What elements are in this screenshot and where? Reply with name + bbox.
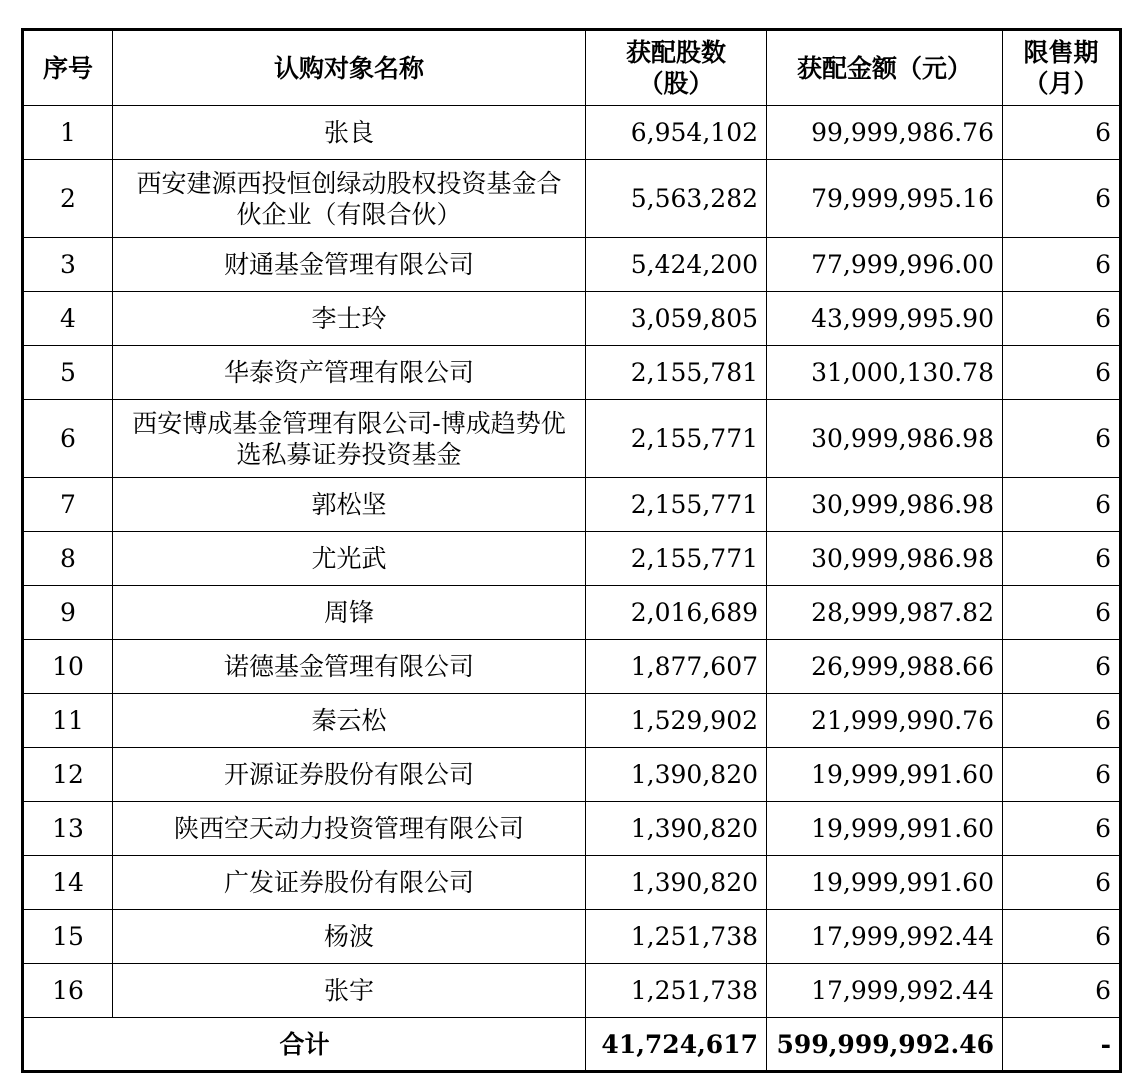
row-allocated-shares: 3,059,805: [586, 292, 767, 346]
row-allocated-amount: 26,999,988.66: [767, 640, 1003, 694]
row-subscriber-name: 李士玲: [113, 292, 586, 346]
row-lockup-period: 6: [1003, 478, 1121, 532]
row-subscriber-name: 杨波: [113, 910, 586, 964]
row-index: 9: [23, 586, 113, 640]
row-index: 10: [23, 640, 113, 694]
row-allocated-shares: 5,563,282: [586, 160, 767, 238]
row-allocated-amount: 77,999,996.00: [767, 238, 1003, 292]
row-allocated-amount: 30,999,986.98: [767, 532, 1003, 586]
table-row: [23, 802, 1121, 856]
table-row: [23, 694, 1121, 748]
row-index: 14: [23, 856, 113, 910]
row-lockup-period: 6: [1003, 910, 1121, 964]
row-allocated-amount: 19,999,991.60: [767, 748, 1003, 802]
table-row: [23, 238, 1121, 292]
row-index: 11: [23, 694, 113, 748]
row-index: 7: [23, 478, 113, 532]
header-row: [23, 30, 1121, 106]
row-subscriber-name: 周锋: [113, 586, 586, 640]
row-allocated-amount: 43,999,995.90: [767, 292, 1003, 346]
row-allocated-shares: 2,155,771: [586, 532, 767, 586]
row-subscriber-name: 郭松坚: [113, 478, 586, 532]
header-subscriber-name: 认购对象名称: [113, 30, 586, 106]
row-subscriber-name: 广发证券股份有限公司: [113, 856, 586, 910]
row-lockup-period: 6: [1003, 160, 1121, 238]
row-index: 4: [23, 292, 113, 346]
total-lockup: -: [1003, 1018, 1121, 1072]
row-subscriber-name: 开源证券股份有限公司: [113, 748, 586, 802]
row-subscriber-name: 诺德基金管理有限公司: [113, 640, 586, 694]
row-lockup-period: 6: [1003, 964, 1121, 1018]
table-row: [23, 346, 1121, 400]
total-shares: 41,724,617: [586, 1018, 767, 1072]
row-allocated-shares: 1,529,902: [586, 694, 767, 748]
header-allocated-shares: 获配股数（股）: [586, 30, 767, 106]
row-subscriber-name: 尤光武: [113, 532, 586, 586]
row-index: 3: [23, 238, 113, 292]
row-index: 15: [23, 910, 113, 964]
row-lockup-period: 6: [1003, 292, 1121, 346]
row-allocated-amount: 17,999,992.44: [767, 964, 1003, 1018]
row-subscriber-name: 陕西空天动力投资管理有限公司: [113, 802, 586, 856]
row-index: 1: [23, 106, 113, 160]
row-allocated-shares: 1,390,820: [586, 856, 767, 910]
row-index: 8: [23, 532, 113, 586]
table-row: [23, 292, 1121, 346]
row-lockup-period: 6: [1003, 346, 1121, 400]
row-lockup-period: 6: [1003, 694, 1121, 748]
row-lockup-period: 6: [1003, 400, 1121, 478]
row-lockup-period: 6: [1003, 106, 1121, 160]
row-allocated-shares: 2,155,771: [586, 400, 767, 478]
row-allocated-amount: 19,999,991.60: [767, 802, 1003, 856]
row-subscriber-name: 财通基金管理有限公司: [113, 238, 586, 292]
row-lockup-period: 6: [1003, 748, 1121, 802]
row-subscriber-name: 张良: [113, 106, 586, 160]
row-allocated-shares: 6,954,102: [586, 106, 767, 160]
table-row: [23, 856, 1121, 910]
row-subscriber-name: 华泰资产管理有限公司: [113, 346, 586, 400]
row-allocated-amount: 31,000,130.78: [767, 346, 1003, 400]
row-allocated-amount: 30,999,986.98: [767, 478, 1003, 532]
table-row: [23, 400, 1121, 478]
row-allocated-shares: 2,155,781: [586, 346, 767, 400]
row-allocated-shares: 2,016,689: [586, 586, 767, 640]
row-lockup-period: 6: [1003, 856, 1121, 910]
row-index: 12: [23, 748, 113, 802]
allocation-table-container: [21, 28, 1119, 1073]
table-row: [23, 910, 1121, 964]
row-lockup-period: 6: [1003, 532, 1121, 586]
row-allocated-amount: 30,999,986.98: [767, 400, 1003, 478]
header-lockup-period: 限售期（月）: [1003, 30, 1121, 106]
table-row: [23, 160, 1121, 238]
table-row: [23, 586, 1121, 640]
row-allocated-shares: 1,251,738: [586, 910, 767, 964]
total-label: 合计: [23, 1018, 586, 1072]
row-allocated-amount: 99,999,986.76: [767, 106, 1003, 160]
table-row: [23, 964, 1121, 1018]
total-amount: 599,999,992.46: [767, 1018, 1003, 1072]
row-allocated-amount: 28,999,987.82: [767, 586, 1003, 640]
row-subscriber-name: 张宇: [113, 964, 586, 1018]
row-index: 16: [23, 964, 113, 1018]
row-lockup-period: 6: [1003, 802, 1121, 856]
row-allocated-shares: 1,390,820: [586, 802, 767, 856]
table-row: [23, 640, 1121, 694]
table-row: [23, 748, 1121, 802]
table-row: [23, 532, 1121, 586]
row-allocated-amount: 21,999,990.76: [767, 694, 1003, 748]
row-index: 5: [23, 346, 113, 400]
row-allocated-amount: 17,999,992.44: [767, 910, 1003, 964]
row-subscriber-name: 西安建源西投恒创绿动股权投资基金合伙企业（有限合伙）: [113, 160, 586, 238]
allocation-table: [21, 28, 1122, 1073]
row-index: 6: [23, 400, 113, 478]
row-allocated-amount: 79,999,995.16: [767, 160, 1003, 238]
row-allocated-shares: 1,877,607: [586, 640, 767, 694]
row-lockup-period: 6: [1003, 238, 1121, 292]
header-allocated-amount: 获配金额（元）: [767, 30, 1003, 106]
row-lockup-period: 6: [1003, 586, 1121, 640]
table-row: [23, 478, 1121, 532]
row-allocated-shares: 1,390,820: [586, 748, 767, 802]
header-index: 序号: [23, 30, 113, 106]
row-subscriber-name: 秦云松: [113, 694, 586, 748]
row-index: 2: [23, 160, 113, 238]
row-allocated-shares: 2,155,771: [586, 478, 767, 532]
row-lockup-period: 6: [1003, 640, 1121, 694]
row-index: 13: [23, 802, 113, 856]
row-allocated-shares: 5,424,200: [586, 238, 767, 292]
table-row: [23, 106, 1121, 160]
table-body: [23, 106, 1121, 1018]
total-row: [23, 1018, 1121, 1072]
row-allocated-amount: 19,999,991.60: [767, 856, 1003, 910]
row-subscriber-name: 西安博成基金管理有限公司-博成趋势优选私募证券投资基金: [113, 400, 586, 478]
row-allocated-shares: 1,251,738: [586, 964, 767, 1018]
